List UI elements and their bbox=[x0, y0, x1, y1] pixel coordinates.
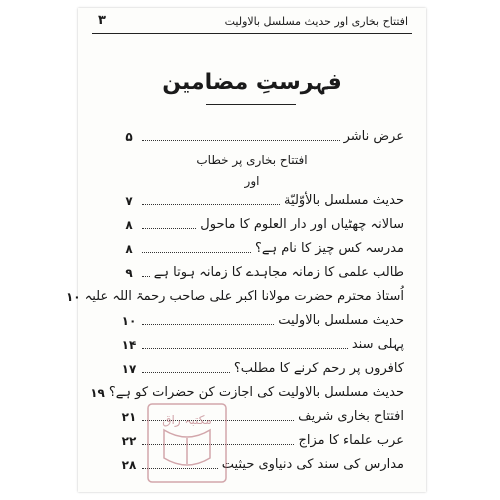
title-underline bbox=[206, 104, 296, 105]
toc-entry bbox=[116, 126, 404, 146]
toc-entry bbox=[116, 334, 404, 354]
header-rule bbox=[92, 33, 412, 34]
page-number: ۳ bbox=[98, 13, 106, 28]
toc-entry bbox=[116, 238, 404, 258]
toc-entry bbox=[116, 190, 404, 210]
section-connector: اور bbox=[244, 174, 260, 188]
toc-entry-title: حدیث مسلسل بالأوّليّة bbox=[284, 193, 404, 208]
toc-entry-page: ۱۰ bbox=[121, 314, 137, 328]
toc-entry-page: ۲۱ bbox=[121, 410, 137, 424]
book-page bbox=[65, 8, 426, 492]
toc-entry-title: افتتاح بخاری شریف bbox=[298, 409, 404, 424]
page-header bbox=[78, 14, 426, 32]
publisher-watermark-logo bbox=[144, 400, 230, 486]
toc-entry-title: عرض ناشر bbox=[343, 129, 404, 144]
toc-entry-title: حدیث مسلسل بالاولیت کی اجازت کن حضرات کو ہے؟ bbox=[108, 385, 404, 400]
dot-leader bbox=[142, 227, 196, 229]
toc-entry-title: کافروں پر رحم کرنے کا مطلب؟ bbox=[233, 361, 404, 376]
toc-entry-page: ۲۸ bbox=[121, 458, 137, 472]
section-heading: افتتاح بخاری پر خطاب bbox=[196, 153, 308, 167]
toc-entry-title: مدارس کی سند کی دنیاوی حیثیت bbox=[221, 457, 404, 472]
toc-title: فہرستِ مضامین bbox=[162, 70, 342, 95]
dot-leader bbox=[142, 371, 230, 373]
toc-entry bbox=[116, 214, 404, 234]
toc-entry-page: ۹ bbox=[125, 266, 133, 280]
toc-entry bbox=[90, 382, 404, 402]
toc-entry-title: عرب علماء کا مزاج bbox=[298, 433, 404, 448]
toc-entry-title: اُستاذ محترم حضرت مولانا اکبر علی صاحب رحمۃ اللہ علیہ bbox=[84, 289, 404, 304]
svg-text:مکتبہ راق: مکتبہ راق bbox=[162, 413, 212, 427]
toc-entry-page: ۸ bbox=[125, 242, 133, 256]
toc-entry bbox=[65, 286, 404, 306]
toc-entry-page: ۱۰ bbox=[65, 290, 81, 304]
toc-entry-page: ۱۹ bbox=[90, 386, 105, 400]
toc-entry-page: ۱۴ bbox=[121, 338, 137, 352]
dot-leader bbox=[142, 203, 280, 205]
dot-leader bbox=[142, 275, 150, 277]
toc-entry bbox=[116, 358, 404, 378]
toc-entry-page: ۸ bbox=[125, 218, 133, 232]
toc-entry-title: مدرسہ کس چیز کا نام ہے؟ bbox=[254, 241, 404, 256]
toc-entry bbox=[116, 310, 404, 330]
toc-entry-title: سالانہ چھٹیاں اور دار العلوم کا ماحول bbox=[200, 217, 404, 232]
dot-leader bbox=[142, 139, 340, 141]
toc-entry-page: ۵ bbox=[125, 130, 133, 144]
toc-entry-title: طالب علمی کا زمانہ مجاہدے کا زمانہ ہوتا ہے bbox=[153, 265, 404, 280]
toc-entry-page: ۱۷ bbox=[121, 362, 137, 376]
dot-leader bbox=[142, 251, 251, 253]
toc-entry-page: ۷ bbox=[125, 194, 133, 208]
running-title: افتتاح بخاری اور حدیث مسلسل بالاولیت bbox=[224, 15, 408, 28]
toc-entry bbox=[116, 262, 404, 282]
dot-leader bbox=[142, 347, 348, 349]
toc-entry-title: حدیث مسلسل بالاولیت bbox=[278, 313, 404, 328]
toc-entry-title: پہلی سند bbox=[351, 337, 404, 352]
dot-leader bbox=[142, 323, 274, 325]
toc-entry-page: ۲۲ bbox=[121, 434, 137, 448]
